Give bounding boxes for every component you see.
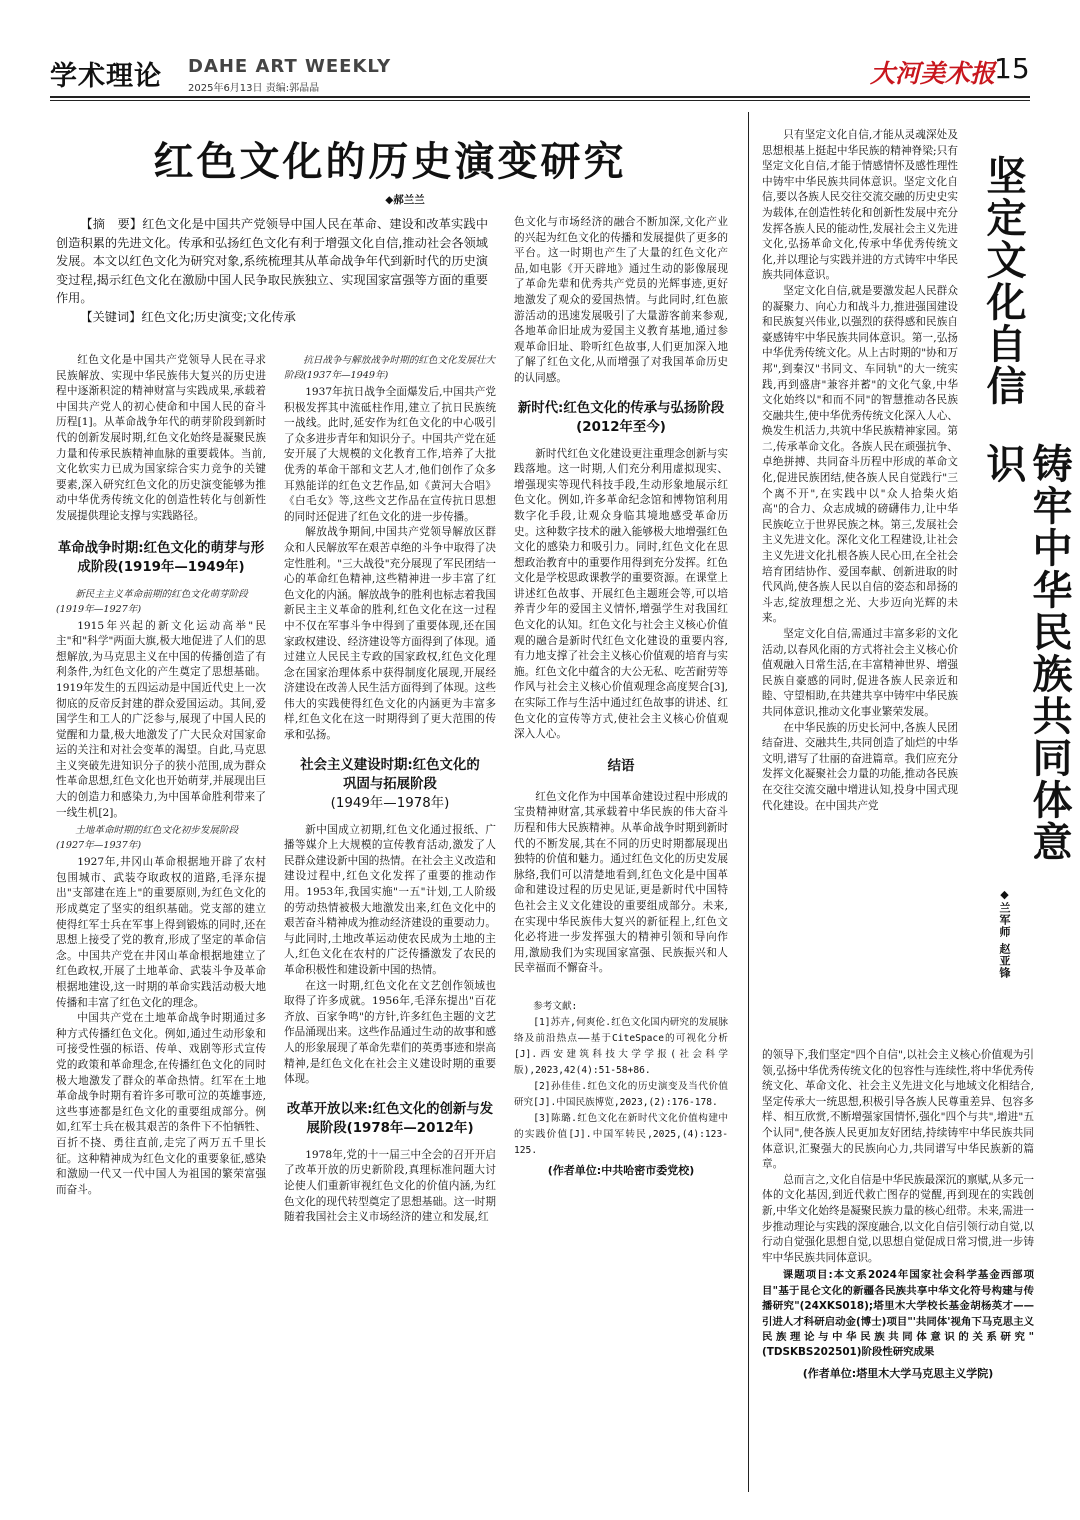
paragraph-liberation: 解放战争期间,中国共产党领导解放区群众和人民解放军在艰苦卓绝的斗争中取得了决定性胜利。"三大战役"充分展现了军民团结一心的革命红色精神,这些精神进一步丰富了红色文化的内涵。解放战争的胜利也标志着我国新民主主义革命的胜利,红色文化在这一过程中不仅在军事斗争中得到了重要体现,还在国家政权建设、经济建设等方面得到了体现。通过建立人民民主专政的国家政权,红色文化理念在国家治理体系中获得制度化展现,开展经济建设在改善人民生活方面得到了体现。这些伟大的实践使得红色文化的内涵更为丰富多样,红色文化在这一时期得到了更大范围的传承和弘扬。 xyxy=(284,526,496,742)
article-byline: ◆郝兰兰 xyxy=(385,194,425,206)
references xyxy=(514,999,728,1159)
paragraph-new-china: 新中国成立初期,红色文化通过报纸、广播等媒介上大规模的宣传教育活动,激发了人民群众建设新中国的热情。在社会主义改造和建设过程中,红色文化发挥了重要的推动作用。1953年,我国实施"一五"计划,工人阶级的劳动热情被极大地激发出来,红色文化中的艰苦奋斗精神成为推动经济建设的重要动力。与此同时,土地改革运动使农民成为土地的主人,红色文化在农村的广泛传播激发了农民的革命积极性和建设新中国的热情。 xyxy=(284,823,496,976)
abstract-head: 【摘 要】 xyxy=(80,217,143,231)
section-heading-new-era: 新时代:红色文化的传承与弘扬阶段(2012年至今) xyxy=(517,400,725,435)
reference-3: [3]陈璐.红色文化在新时代文化价值构建中的实践价值[J].中国军转民,2025,(4):123-125. xyxy=(514,1112,728,1156)
right-article-byline: ◆兰军师 赵亚锋 xyxy=(998,888,1011,979)
reference-2: [2]孙佳佳.红色文化的历史演变及当代价值研究[J].中国民族博览,2023,(2):176-178. xyxy=(514,1080,728,1108)
right-title-line1: 坚定文化自信 xyxy=(980,155,1026,407)
section-title: 学术理论 xyxy=(50,61,162,92)
reference-1: [1]苏卉,何爽伦.红色文化国内研究的发展脉络及前沿热点——基于CiteSpace的可视化分析[J].西安建筑科技大学学报(社会科学版),2023,42(4):51-58+86. xyxy=(514,1016,728,1076)
paragraph-reform: 1978年,党的十一届三中全会的召开开启了改革开放的历史新阶段,真理标准问题大讨论使人们重新审视红色文化的价值内涵,为红色文化的现代转型奠定了思想基础。这一时期随着我国社会主义市场经济的建立和发展,红 xyxy=(284,1148,496,1224)
paragraph-conclusion: 红色文化作为中国革命建设过程中形成的宝贵精神财富,其承载着中华民族的伟大奋斗历程和伟大民族精神。从革命战争时期到新时代的不断发展,其在不同的历史时期都展现出独特的价值和魅力。通过红色文化的历史发展脉络,我们可以清楚地看到,红色文化是中国革命和建设过程的历史见证,更是新时代中国特色社会主义文化建设的重要组成部分。未来,在实现中华民族伟大复兴的新征程上,红色文化必将进一步发挥强大的精神引领和导向作用,激励我们为实现国家富强、民族振兴和人民幸福而不懈奋斗。 xyxy=(514,790,728,975)
section-heading-construction xyxy=(284,756,496,813)
left-column-1 xyxy=(56,353,266,1198)
section-heading-conclusion: 结语 xyxy=(607,758,635,774)
right-article-title xyxy=(980,155,1072,893)
paragraph-new-era: 新时代红色文化建设更注重理念创新与实践落地。这一时期,人们充分利用虚拟现实、增强现实等现代科技手段,生动形象地展示红色文化。例如,许多革命纪念馆和博物馆利用数字化手段,让观众身临其境地感受革命历史。这种数字技术的融入能够极大地增强红色文化的感染力和吸引力。同时,红色文化在思想政治教育中的重要作用得到充分发挥。红色文化是学校思政课教学的重要资源。在课堂上讲述红色故事、开展红色主题班会等,可以培养青少年的爱国主义情怀,增强学生对我国红色文化的认知。红色文化与社会主义核心价值观的融合是新时代红色文化建设的重要内容,有力地支撑了社会主义核心价值观的培育与实施。红色文化中蕴含的大公无私、吃苦耐劳等作风与社会主义核心价值观理念高度契合[3],在实际工作与生活中通过红色故事的讲述、红色文化的宣传等方式,使社会主义核心价值观深入人心。 xyxy=(514,447,728,741)
masthead-rule xyxy=(50,96,1030,98)
keywords xyxy=(56,308,488,327)
keywords-text: 红色文化;历史演变;文化传承 xyxy=(141,309,296,324)
left-column-3 xyxy=(514,215,728,1178)
paragraph-propaganda: 中国共产党在土地革命战争时期通过多种方式传播红色文化。例如,通过生动形象和可接受性强的标语、传单、戏剧等形式宣传党的政策和革命理念,在传播红色文化的同时极大地激发了群众的革命热情。红军在土地革命战争时期有着许多可歌可泣的英雄事迹,这些事迹都是红色文化的重要组成部分。例如,红军士兵在极其艰苦的条件下不怕牺牲、百折不挠、勇往直前,走完了两万五千里长征。这种精神成为红色文化的重要象征,感染和激励一代又一代中国人为祖国的繁荣富强而奋斗。 xyxy=(56,1012,266,1196)
abstract xyxy=(56,215,488,308)
section-heading-reform: 改革开放以来:红色文化的创新与发展阶段(1978年—2012年) xyxy=(286,1101,494,1136)
intro-paragraph: 红色文化是中国共产党领导人民在寻求民族解放、实现中华民族伟大复兴的历史进程中逐渐积淀的精神财富与实践成果,承载着中国共产党人的初心使命和中国人民的奋斗历程[1]。从革命战争年代的萌芽阶段到新时代的创新发展时期,红色文化始终是凝聚民族力量和传承民族精神血脉的重要载体。当前,文化软实力已成为国家综合实力竞争的关键要素,深入研究红色文化的历史演变能够为推动中华优秀传统文化的创造性转化与创新性发展提供理论支撑与实践路径。 xyxy=(56,354,266,522)
author-unit: (作者单位:中共哈密市委党校) xyxy=(547,1163,695,1177)
subheading-war-period: 抗日战争与解放战争时期的红色文化发展壮大阶段(1937年—1949年) xyxy=(284,355,496,381)
dateline: 2025年6月13日 责编:郭晶晶 xyxy=(188,83,320,94)
column-divider xyxy=(748,112,749,1492)
masthead-rule-thin xyxy=(50,100,1030,101)
subheading-early: 新民主主义革命前期的红色文化萌芽阶段(1919年—1927年) xyxy=(56,588,248,615)
project-note: 课题项目:本文系2024年国家社会科学基金西部项目"基于昆仑文化的新疆各民族共享中华文化符号构建与传播研究"(24XKS018);塔里木大学校长基金胡杨英才——引进人才科研启动金(博士)项目"'共同体'视角下马克思主义民族理论与中华民族共同体意识的关系研究"(TDSKBS202501)阶段性研究成果 xyxy=(762,1269,1034,1359)
keywords-head: 【关键词】 xyxy=(80,309,142,324)
section-heading-construction-line3: (1949年—1978年) xyxy=(330,795,450,811)
left-column-2 xyxy=(284,353,496,1226)
right-column-lower xyxy=(762,1048,1034,1381)
abstract-text: 红色文化是中国共产党领导中国人民在革命、建设和改革实践中创造积累的先进文化。传承和弘扬红色文化有利于增强文化自信,推动社会各领域发展。本文以红色文化为研究对象,系统梳理其从革命战争年代到新时代的历史演变过程,揭示红色文化在激励中国人民争取民族独立、实现国家富强等方面的重要作用。 xyxy=(56,217,489,306)
section-heading-construction-line1: 社会主义建设时期:红色文化的 xyxy=(300,757,480,773)
right-author-unit: (作者单位:塔里木大学马克思主义学院) xyxy=(802,1366,994,1380)
right-paragraph-1: 只有坚定文化自信,才能从灵魂深处及思想根基上挺起中华民族的精神脊梁;只有坚定文化自信,才能于情感情怀及感性理性中铸牢中华民族共同体意识。坚定文化自信,要以各族人民交往交流交融的历史史实为载体,在创造性转化和创新性发展中充分发挥各族人民的能动性,发展社会主义先进文化,弘扬革命文化,传承中华优秀传统文化,并以理论与实践并进的方式铸牢中华民族共同体意识。 xyxy=(762,129,958,282)
paragraph-jinggangshan: 1927年,井冈山革命根据地开辟了农村包围城市、武装夺取政权的道路,毛泽东提出"支部建在连上"的重要原则,为红色文化的形成奠定了坚实的组织基础。党支部的建立使得红军士兵在军事上得到锻炼的同时,还在思想上接受了党的教育,形成了坚定的革命信念。中国共产党在井冈山革命根据地建立了红色政权,开展了土地革命、武装斗争及革命根据地建设,这一时期的革命实践活动极大地传播和丰富了红色文化的理念。 xyxy=(56,856,266,1009)
paragraph-reform-cont: 色文化与市场经济的融合不断加深,文化产业的兴起为红色文化的传播和发展提供了更多的平台。这一时期也产生了大量的红色文化产品,如电影《开天辟地》通过生动的影像展现了革命先辈和优秀共产党员的光辉事迹,更好地激发了观众的爱国热情。与此同时,红色旅游活动的迅速发展吸引了大量游客前来参观,各地革命旧址成为爱国主义教育基地,通过参观革命旧址、聆听红色故事,人们更加深入地了解了红色文化,从而增强了对我国革命历史的认同感。 xyxy=(514,216,728,384)
right-paragraph-5: 总而言之,文化自信是中华民族最深沉的禀赋,从多元一体的文化基因,到近代救亡图存的觉醒,再到现在的实践创新,中华文化始终是凝聚民族力量的核心纽带。未来,需进一步推动理论与实践的深度融合,以文化自信引领行动自觉,以行动自觉强化思想自觉,以思想自觉促成日常习惯,进一步铸牢中华民族共同体意识。 xyxy=(762,1173,1034,1264)
paragraph-yanan: 1937年抗日战争全面爆发后,中国共产党积极发挥其中流砥柱作用,建立了抗日民族统一战线。此时,延安作为红色文化的中心吸引了众多进步青年和知识分子。中国共产党在延安开展了大规模的文化教育工作,培养了大批优秀的革命干部和文艺人才,他们创作了众多耳熟能详的红色文艺作品,如《黄河大合唱》《白毛女》等,这些文艺作品在宣传抗日思想的同时还促进了红色文化的进一步传播。 xyxy=(284,386,496,523)
section-heading-revolution: 革命战争时期:红色文化的萌芽与形成阶段(1919年—1949年) xyxy=(57,540,265,575)
weekly-name: DAHE ART WEEKLY xyxy=(188,56,392,77)
abstract-block xyxy=(56,215,488,327)
subheading-land-revolution: 土地革命时期的红色文化初步发展阶段(1927年—1937年) xyxy=(56,825,239,852)
masthead xyxy=(50,50,1030,94)
right-title-line2: 铸牢中华民族共同体意识 xyxy=(980,443,1072,863)
right-paragraph-3: 坚定文化自信,需通过丰富多彩的文化活动,以春风化雨的方式将社会主义核心价值观融入日常生活,在丰富精神世界、增强民族自豪感的同时,促进各族人民亲近和睦、守望相助,在共建共享中铸牢中华民族共同体意识,推动文化事业繁荣发展。 xyxy=(762,628,958,718)
right-paragraph-2: 坚定文化自信,就是要激发起人民群众的凝聚力、向心力和战斗力,推进强国建设和民族复兴伟业,以强烈的获得感和民族自豪感铸牢中华民族共同体意识。第一,弘扬中华优秀传统文化。从上古时期的"协和万邦",到秦汉"书同文、车同轨"的大一统实践,再到盛唐"兼容并蓄"的文化气象,中华文化始终以"和而不同"的智慧推动各民族交融共生,使中华优秀传统文化深入人心、焕发生机活力,共筑中华民族精神家园。第二,传承革命文化。各族人民在顽强抗争、卓绝拼搏、共同奋斗历程中形成的革命文化,促进民族团结,使各族人民自觉践行"三个离不开",在实践中以"众人拾柴火焰高"的合力、众志成城的磅礴伟力,让中华民族屹立于世界民族之林。第三,发展社会主义先进文化。深化文化工程建设,让社会主义先进文化扎根各族人民心田,在全社会培育团结协作、爱国奉献、创新进取的时代风尚,使各族人民以自信的姿态和昂扬的斗志,绽放理想之光、大步迈向光辉的未来。 xyxy=(762,284,958,625)
right-paragraph-4a: 在中华民族的历史长河中,各族人民团结奋进、交融共生,共同创造了灿烂的中华文明,谱写了壮丽的奋进篇章。我们应充分发挥文化凝聚社会力量的功能,推动各民族在交往交流交融中增进认知,投身中国式现代化建设。在中国共产党 xyxy=(762,721,958,812)
paragraph-arts: 在这一时期,红色文化在文艺创作领域也取得了许多成就。1956年,毛泽东提出"百花齐放、百家争鸣"的方针,许多红色主题的文艺作品涌现出来。这些作品通过生动的故事和感人的形象展现了革命先辈们的英勇事迹和崇高精神,是红色文化在社会主义建设时期的重要体现。 xyxy=(284,979,496,1086)
references-head: 参考文献: xyxy=(533,1000,578,1012)
right-paragraph-4b: 的领导下,我们坚定"四个自信",以社会主义核心价值观为引领,弘扬中华优秀传统文化的包容性与连续性,将中华优秀传统文化、革命文化、社会主义先进文化与地域文化相结合,坚定传承大一统思想,积极引导各族人民尊重差异、包容多样、相互欣赏,不断增强家国情怀,强化"四个与共",增进"五个认同",使各族人民更加友好团结,持续铸牢中华民族共同体意识,汇聚强大的民族向心力,共同谱写中华民族新的篇章。 xyxy=(762,1049,1034,1171)
section-heading-construction-line2: 巩固与拓展阶段 xyxy=(343,776,437,792)
paper-logo: 大河美术报 xyxy=(870,59,996,88)
page-number: 15 xyxy=(994,52,1030,85)
article-title: 红色文化的历史演变研究 xyxy=(153,139,627,185)
right-column-upper xyxy=(762,128,958,814)
paragraph-new-culture: 1915年兴起的新文化运动高举"民主"和"科学"两面大旗,极大地促进了人们的思想解放,为马克思主义在中国的传播创造了有利条件,为红色文化的产生奠定了思想基础。1919年发生的五四运动是中国近代史上一次彻底的反帝反封建的群众爱国运动。其间,爱国学生和工人的广泛参与,展现了中国人民的觉醒和力量,极大地激发了广大民众对国家命运的关注和对社会变革的渴望。自此,马克思主义突破先进知识分子的狭小范围,成为群众性革命思想,红色文化也开始萌芽,并展现出巨大的创造力和感染力,为中国革命胜利带来了一线生机[2]。 xyxy=(56,619,266,819)
